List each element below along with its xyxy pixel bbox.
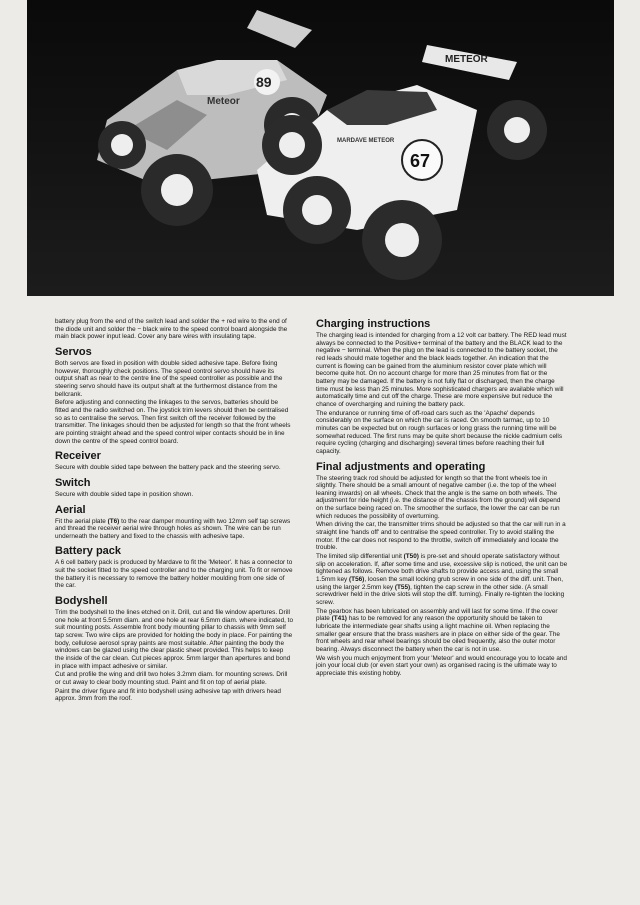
servos-paragraph-2: Before adjusting and connecting the linkages to the servos, batteries should be fitted and the radio switched on. The joystick trim levers should then be centralised so as to centralise the servos. Then first switch off the receiver followed by the transmitter. The linkages should then be adjusted for length so that the front wheels are pointing straight ahead and the speed control wiper contacts should be in line down the centre of the speed control board. bbox=[55, 399, 291, 445]
battery-paragraph: A 6 cell battery pack is produced by Mardave to fit the 'Meteor'. It has a connector to suit the socket fitted to the speed controller and to the charging unit. To fit or remove the battery it is necessary to remove the battery holder moulding from one side of the car. bbox=[55, 559, 293, 590]
left-column bbox=[55, 318, 293, 704]
aerial-part-ref: (T6) bbox=[107, 517, 120, 525]
bodyshell-paragraph-2: Cut and profile the wing and drill two holes 3.2mm diam. for mounting screws. Drill or cut away to clear body mounting stud. Paint and fit on top of aerial plate. bbox=[55, 671, 288, 686]
intro-paragraph: battery plug from the end of the switch lead and solder the + red wire to the end of the diode unit and solder the − black wire to the speed control board alongside the main black power input lead. Cover any bare wires with insulating tape. bbox=[55, 318, 288, 341]
car-right-hood-text: MARDAVE METEOR bbox=[337, 138, 395, 144]
charging-paragraph-1: The charging lead is intended for charging from a 12 volt car battery. The RED lead must always be connected to the Positive+ terminal of the battery and the BLACK lead to the negative − terminal. When the plug on the lead is connected to the battery socket, the red leads should mate together and the black leads together. An indication that the current is flowing can be gained from the aluminium resistor cover plate which will become quite hot. On no account charge for more than 25 minutes from flat or the battery may be damaged. If the battery is not fully flat or discharged, then the charge time must be less than 25 minutes. More sophisticated chargers are available which will automatically time and cut off the charge. These are more expensive but reduce the chance of overcharging and ruining the battery pack. bbox=[316, 332, 567, 408]
final-adjustments-heading: Final adjustments and operating bbox=[316, 460, 486, 473]
diff-part-ref: (T50) bbox=[403, 553, 419, 561]
final-paragraph-1: The steering track rod should be adjusted for length so that the front wheels toe in slightly. There should be a small amount of negative camber (i.e. the top of the wheel leaning inwards) on all wheels. Check that the angle is the same on both wheels. The adjustment for ride height (i.e. the distance of the chassis from the ground) will depend on the surface being raced on. The smoother the surface, the lower the car can be run which reduces the possibility of overturning. bbox=[316, 474, 561, 520]
final-p3-text-a: The limited slip differential unit bbox=[316, 553, 404, 561]
right-column bbox=[316, 318, 568, 679]
car-right-number: 67 bbox=[410, 151, 431, 171]
cover-plate-ref: (T41) bbox=[331, 615, 347, 623]
aerial-text-b: to the rear damper mounting with two 12mm self tap screws and thread the receiver aerial wire through holes as shown. The wire can be run underneath the battery and fixed to the chassis with adhesive tape. bbox=[55, 517, 291, 540]
car-left-badge: Meteor bbox=[207, 96, 240, 107]
battery-heading: Battery pack bbox=[55, 545, 122, 558]
final-p4-text-b: has to be removed for any reason the opportunity should be taken to lubricate the intermediate gear shafts using a light machine oil. When replacing the smaller gear ensure that the brass washers are in place on either side of the gear. The front wheels and rear wheel bearings should be oiled frequently, also the outer motor bearing. Always disconnect the battery when the car is not in use. bbox=[316, 615, 560, 653]
final-p4-text-a: The gearbox has been lubricated on assembly and will last for some time. If the cover plate bbox=[316, 607, 558, 623]
receiver-heading: Receiver bbox=[55, 450, 101, 463]
small-key-ref: (T56) bbox=[349, 576, 365, 584]
final-paragraph-3 bbox=[316, 553, 568, 607]
receiver-paragraph: Secure with double sided tape between the battery pack and the steering servo. bbox=[55, 464, 281, 472]
servos-heading: Servos bbox=[55, 345, 92, 358]
charging-heading: Charging instructions bbox=[316, 318, 431, 330]
switch-paragraph: Secure with double sided tape in position shown. bbox=[55, 490, 194, 498]
cars-photo-graphic bbox=[27, 0, 614, 296]
car-right-wing-text: METEOR bbox=[445, 54, 488, 65]
final-paragraph-2: When driving the car, the transmitter trims should be adjusted so that the car will run in a straight line 'hands off' and to centralise the speed controller. Try to avoid stalling the motor. If the car does not respond to the throttle, switch off immediately and locate the trouble. bbox=[316, 521, 566, 552]
servos-paragraph-1: Both servos are fixed in position with double sided adhesive tape. Before fixing however, thoroughly check positions. The speed control servo should have its output shaft as near to the centre line of the speed controller as possible and the steering servo should have its output shaft at the furthermost distance from the bellcrank. bbox=[55, 359, 283, 398]
aerial-paragraph bbox=[55, 518, 293, 541]
car-left-number: 89 bbox=[256, 74, 272, 90]
final-p3-text-b: is pre-set and should operate satisfactory without slip on acceleration. If, after some time and use, excessive slip is noticed, the unit can be tightened as follows. Remove both drive shafts to provide access and, using the small 1.5mm key bbox=[316, 553, 568, 584]
bodyshell-paragraph-1: Trim the bodyshell to the lines etched on it. Drill, cut and file window apertures. Drill one hole at front 5.5mm diam. and one hole at rear 6.5mm diam. where indicated, to suit mounting posts. Assemble front body mounting pillar to chassis with 9mm self tap screw. Two wire clips are provided for holding the body in place. For painting the body, cellulose aerosol spray paints are most suitable. After painting the body the windows can be glazed using the clear plastic sheet provided. This helps to keep the inside of the car clean. Cut pieces approx. 5mm larger than apertures and bond in place with impact adhesive or similar. bbox=[55, 609, 294, 670]
aerial-heading: Aerial bbox=[55, 503, 86, 516]
final-p3-text-d: , tighten the cap screw in the other side. (A small screwdriver held in the drive slots will stop the diff. turning). Finally re-tighten the locking screw. bbox=[316, 583, 565, 606]
final-paragraph-4 bbox=[316, 608, 568, 654]
bodyshell-paragraph-3: Paint the driver figure and fit into bodyshell using adhesive tap with drivers head approx. 3mm from the roof. bbox=[55, 687, 281, 703]
cars-photo bbox=[27, 0, 614, 296]
charging-paragraph-2: The endurance or running time of off-road cars such as the 'Apache' depends considerably on the surface on which the car is raced. On smooth tarmac, up to 10 minutes can be expected but on rough surfaces or long grass the running time will be somewhat reduced. The first runs may be quite short because the nickle cadmium cells require cycling (charging and discharging) several times before reaching their full capacity. bbox=[316, 409, 563, 455]
final-paragraph-5: We wish you much enjoyment from your 'Meteor' and would encourage you to locate and join your local club (or even start your own) as organised racing is the ultimate way to appreciate this existing hobby. bbox=[316, 654, 567, 677]
switch-heading: Switch bbox=[55, 476, 91, 489]
aerial-text-a: Fit the aerial plate bbox=[55, 517, 108, 525]
final-p3-text-c: , loosen the small locking grub screw in one side of the diff. unit. Then, using the larger 2.5mm key bbox=[316, 576, 564, 591]
bodyshell-heading: Bodyshell bbox=[55, 595, 108, 608]
large-key-ref: (T55) bbox=[394, 583, 411, 591]
